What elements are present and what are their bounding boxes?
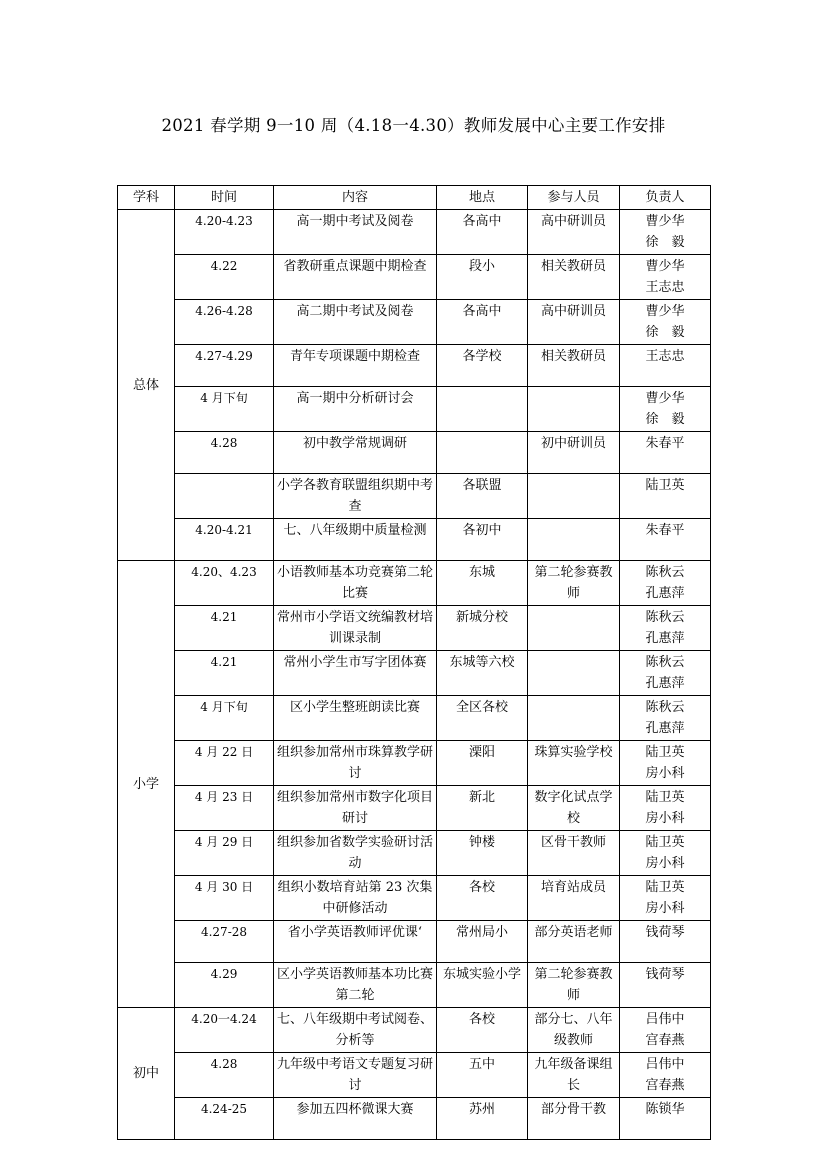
- place-cell: 溧阳: [437, 741, 528, 786]
- header-owner: 负责人: [620, 186, 711, 210]
- time-cell: 4 月下旬: [175, 387, 274, 432]
- owner-name: 曹少华: [645, 259, 685, 274]
- owner-cell: [620, 921, 711, 963]
- owner-cell: [620, 963, 711, 1008]
- owner-name: 徐 毅: [645, 235, 685, 250]
- table-row: [118, 786, 711, 831]
- table-row: [118, 921, 711, 963]
- table-row: [118, 741, 711, 786]
- owner-name: 陆卫英: [645, 790, 685, 805]
- place-cell: 段小: [437, 255, 528, 300]
- participants-cell: 数字化试点学校: [528, 786, 620, 831]
- owner-name: 钱荷琴: [645, 967, 685, 982]
- owner-cell: [620, 255, 711, 300]
- content-cell: 九年级中考语文专题复习研讨: [274, 1053, 437, 1098]
- content-cell: 区小学英语教师基本功比赛第二轮: [274, 963, 437, 1008]
- participants-cell: 珠算实验学校: [528, 741, 620, 786]
- table-row: [118, 561, 711, 606]
- content-cell: 组织小数培育站第 23 次集中研修活动: [274, 876, 437, 921]
- place-cell: 各高中: [437, 300, 528, 345]
- content-cell: 初中教学常规调研: [274, 432, 437, 474]
- place-cell: 东城: [437, 561, 528, 606]
- place-cell: 常州局小: [437, 921, 528, 963]
- place-cell: [437, 387, 528, 432]
- place-cell: 钟楼: [437, 831, 528, 876]
- table-row: [118, 963, 711, 1008]
- owner-name: 陆卫英: [645, 745, 685, 760]
- participants-cell: 相关教研员: [528, 255, 620, 300]
- place-cell: 各初中: [437, 519, 528, 561]
- content-cell: 参加五四杯微课大赛: [274, 1098, 437, 1140]
- time-cell: 4.21: [175, 606, 274, 651]
- owner-name: 陈锁华: [645, 1102, 685, 1117]
- header-subject: 学科: [118, 186, 175, 210]
- owner-name: 孔惠萍: [645, 676, 685, 691]
- header-participants: 参与人员: [528, 186, 620, 210]
- table-row: [118, 1098, 711, 1140]
- table-row: [118, 519, 711, 561]
- owner-cell: [620, 1053, 711, 1098]
- subject-cell: 小学: [118, 561, 175, 1008]
- owner-cell: [620, 474, 711, 519]
- participants-cell: 部分骨干教: [528, 1098, 620, 1140]
- place-cell: 新城分校: [437, 606, 528, 651]
- content-cell: 高一期中分析研讨会: [274, 387, 437, 432]
- owner-cell: [620, 831, 711, 876]
- table-row: [118, 255, 711, 300]
- time-cell: 4.24-25: [175, 1098, 274, 1140]
- content-cell: 七、八年级期中考试阅卷、分析等: [274, 1008, 437, 1053]
- time-cell: [175, 474, 274, 519]
- participants-cell: [528, 474, 620, 519]
- owner-cell: [620, 300, 711, 345]
- table-row: [118, 387, 711, 432]
- owner-cell: [620, 606, 711, 651]
- table-row: [118, 1008, 711, 1053]
- participants-cell: 第二轮参赛教师: [528, 561, 620, 606]
- time-cell: 4 月 22 日: [175, 741, 274, 786]
- time-cell: 4 月 29 日: [175, 831, 274, 876]
- place-cell: 各学校: [437, 345, 528, 387]
- owner-cell: [620, 387, 711, 432]
- owner-name: 孔惠萍: [645, 586, 685, 601]
- owner-cell: [620, 696, 711, 741]
- owner-name: 陆卫英: [645, 880, 685, 895]
- owner-name: 徐 毅: [645, 412, 685, 427]
- owner-name: 宫春燕: [645, 1078, 685, 1093]
- time-cell: 4.28: [175, 432, 274, 474]
- owner-cell: [620, 876, 711, 921]
- schedule-table: [117, 185, 711, 1140]
- owner-name: 曹少华: [645, 391, 685, 406]
- table-row: [118, 651, 711, 696]
- time-cell: 4.28: [175, 1053, 274, 1098]
- participants-cell: 高中研训员: [528, 210, 620, 255]
- place-cell: 苏州: [437, 1098, 528, 1140]
- time-cell: 4.22: [175, 255, 274, 300]
- owner-name: 房小科: [645, 811, 685, 826]
- participants-cell: 高中研训员: [528, 300, 620, 345]
- content-cell: 省教研重点课题中期检查: [274, 255, 437, 300]
- owner-name: 房小科: [645, 901, 685, 916]
- participants-cell: 部分英语老师: [528, 921, 620, 963]
- table-row: [118, 831, 711, 876]
- table-body: [118, 210, 711, 1140]
- owner-name: 宫春燕: [645, 1033, 685, 1048]
- header-content: 内容: [274, 186, 437, 210]
- table-row: [118, 474, 711, 519]
- time-cell: 4.21: [175, 651, 274, 696]
- owner-name: 房小科: [645, 856, 685, 871]
- content-cell: 高二期中考试及阅卷: [274, 300, 437, 345]
- content-cell: 七、八年级期中质量检测: [274, 519, 437, 561]
- table-row: [118, 696, 711, 741]
- time-cell: 4.20一4.24: [175, 1008, 274, 1053]
- owner-name: 孔惠萍: [645, 721, 685, 736]
- content-cell: 青年专项课题中期检查: [274, 345, 437, 387]
- owner-name: 徐 毅: [645, 325, 685, 340]
- place-cell: [437, 432, 528, 474]
- owner-cell: [620, 786, 711, 831]
- place-cell: 新北: [437, 786, 528, 831]
- time-cell: 4.29: [175, 963, 274, 1008]
- owner-name: 房小科: [645, 766, 685, 781]
- content-cell: 小学各教育联盟组织期中考查: [274, 474, 437, 519]
- content-cell: 组织参加常州市数字化项目研讨: [274, 786, 437, 831]
- place-cell: 全区各校: [437, 696, 528, 741]
- owner-cell: [620, 432, 711, 474]
- owner-name: 王志忠: [645, 349, 685, 364]
- table-row: [118, 300, 711, 345]
- header-place: 地点: [437, 186, 528, 210]
- owner-name: 陆卫英: [645, 478, 685, 493]
- place-cell: 各高中: [437, 210, 528, 255]
- owner-cell: [620, 1008, 711, 1053]
- page-title: 2021 春学期 9一10 周（4.18一4.30）教师发展中心主要工作安排: [161, 116, 666, 135]
- content-cell: 组织参加省数学实验研讨活动: [274, 831, 437, 876]
- owner-name: 王志忠: [645, 280, 685, 295]
- owner-name: 吕伟中: [645, 1057, 685, 1072]
- place-cell: 各校: [437, 1008, 528, 1053]
- time-cell: 4.20-4.21: [175, 519, 274, 561]
- owner-cell: [620, 210, 711, 255]
- place-cell: 各联盟: [437, 474, 528, 519]
- participants-cell: 区骨干教师: [528, 831, 620, 876]
- owner-name: 吕伟中: [645, 1012, 685, 1027]
- content-cell: 常州市小学语文统编教材培训课录制: [274, 606, 437, 651]
- owner-name: 孔惠萍: [645, 631, 685, 646]
- time-cell: 4 月下旬: [175, 696, 274, 741]
- owner-name: 陈秋云: [645, 610, 685, 625]
- owner-name: 陈秋云: [645, 655, 685, 670]
- owner-name: 陈秋云: [645, 700, 685, 715]
- place-cell: 各校: [437, 876, 528, 921]
- owner-name: 陈秋云: [645, 565, 685, 580]
- owner-name: 曹少华: [645, 214, 685, 229]
- owner-name: 朱春平: [645, 436, 685, 451]
- time-cell: 4 月 30 日: [175, 876, 274, 921]
- participants-cell: [528, 519, 620, 561]
- owner-cell: [620, 345, 711, 387]
- participants-cell: 相关教研员: [528, 345, 620, 387]
- time-cell: 4.20-4.23: [175, 210, 274, 255]
- table-row: [118, 876, 711, 921]
- owner-name: 钱荷琴: [645, 925, 685, 940]
- time-cell: 4.27-4.29: [175, 345, 274, 387]
- participants-cell: [528, 606, 620, 651]
- table-header-row: [118, 186, 711, 210]
- owner-cell: [620, 651, 711, 696]
- time-cell: 4.27-28: [175, 921, 274, 963]
- participants-cell: 初中研训员: [528, 432, 620, 474]
- table-row: [118, 1053, 711, 1098]
- subject-cell: 初中: [118, 1008, 175, 1140]
- place-cell: 五中: [437, 1053, 528, 1098]
- place-cell: 东城等六校: [437, 651, 528, 696]
- place-cell: 东城实验小学: [437, 963, 528, 1008]
- owner-name: 曹少华: [645, 304, 685, 319]
- content-cell: 组织参加常州市珠算教学研讨: [274, 741, 437, 786]
- table-row: [118, 432, 711, 474]
- participants-cell: [528, 387, 620, 432]
- table-row: [118, 606, 711, 651]
- participants-cell: 部分七、八年级教师: [528, 1008, 620, 1053]
- time-cell: 4 月 23 日: [175, 786, 274, 831]
- participants-cell: [528, 696, 620, 741]
- content-cell: 常州小学生市写字团体赛: [274, 651, 437, 696]
- owner-cell: [620, 1098, 711, 1140]
- content-cell: 小语教师基本功竞赛第二轮比赛: [274, 561, 437, 606]
- subject-cell: 总体: [118, 210, 175, 561]
- owner-cell: [620, 561, 711, 606]
- time-cell: 4.26-4.28: [175, 300, 274, 345]
- header-time: 时间: [175, 186, 274, 210]
- content-cell: 高一期中考试及阅卷: [274, 210, 437, 255]
- participants-cell: 培育站成员: [528, 876, 620, 921]
- table-row: [118, 210, 711, 255]
- participants-cell: [528, 651, 620, 696]
- time-cell: 4.20、4.23: [175, 561, 274, 606]
- owner-cell: [620, 741, 711, 786]
- participants-cell: 第二轮参赛教师: [528, 963, 620, 1008]
- owner-name: 朱春平: [645, 523, 685, 538]
- participants-cell: 九年级备课组长: [528, 1053, 620, 1098]
- content-cell: 区小学生整班朗读比赛: [274, 696, 437, 741]
- owner-name: 陆卫英: [645, 835, 685, 850]
- owner-cell: [620, 519, 711, 561]
- table-row: [118, 345, 711, 387]
- content-cell: 省小学英语教师评优课‘: [274, 921, 437, 963]
